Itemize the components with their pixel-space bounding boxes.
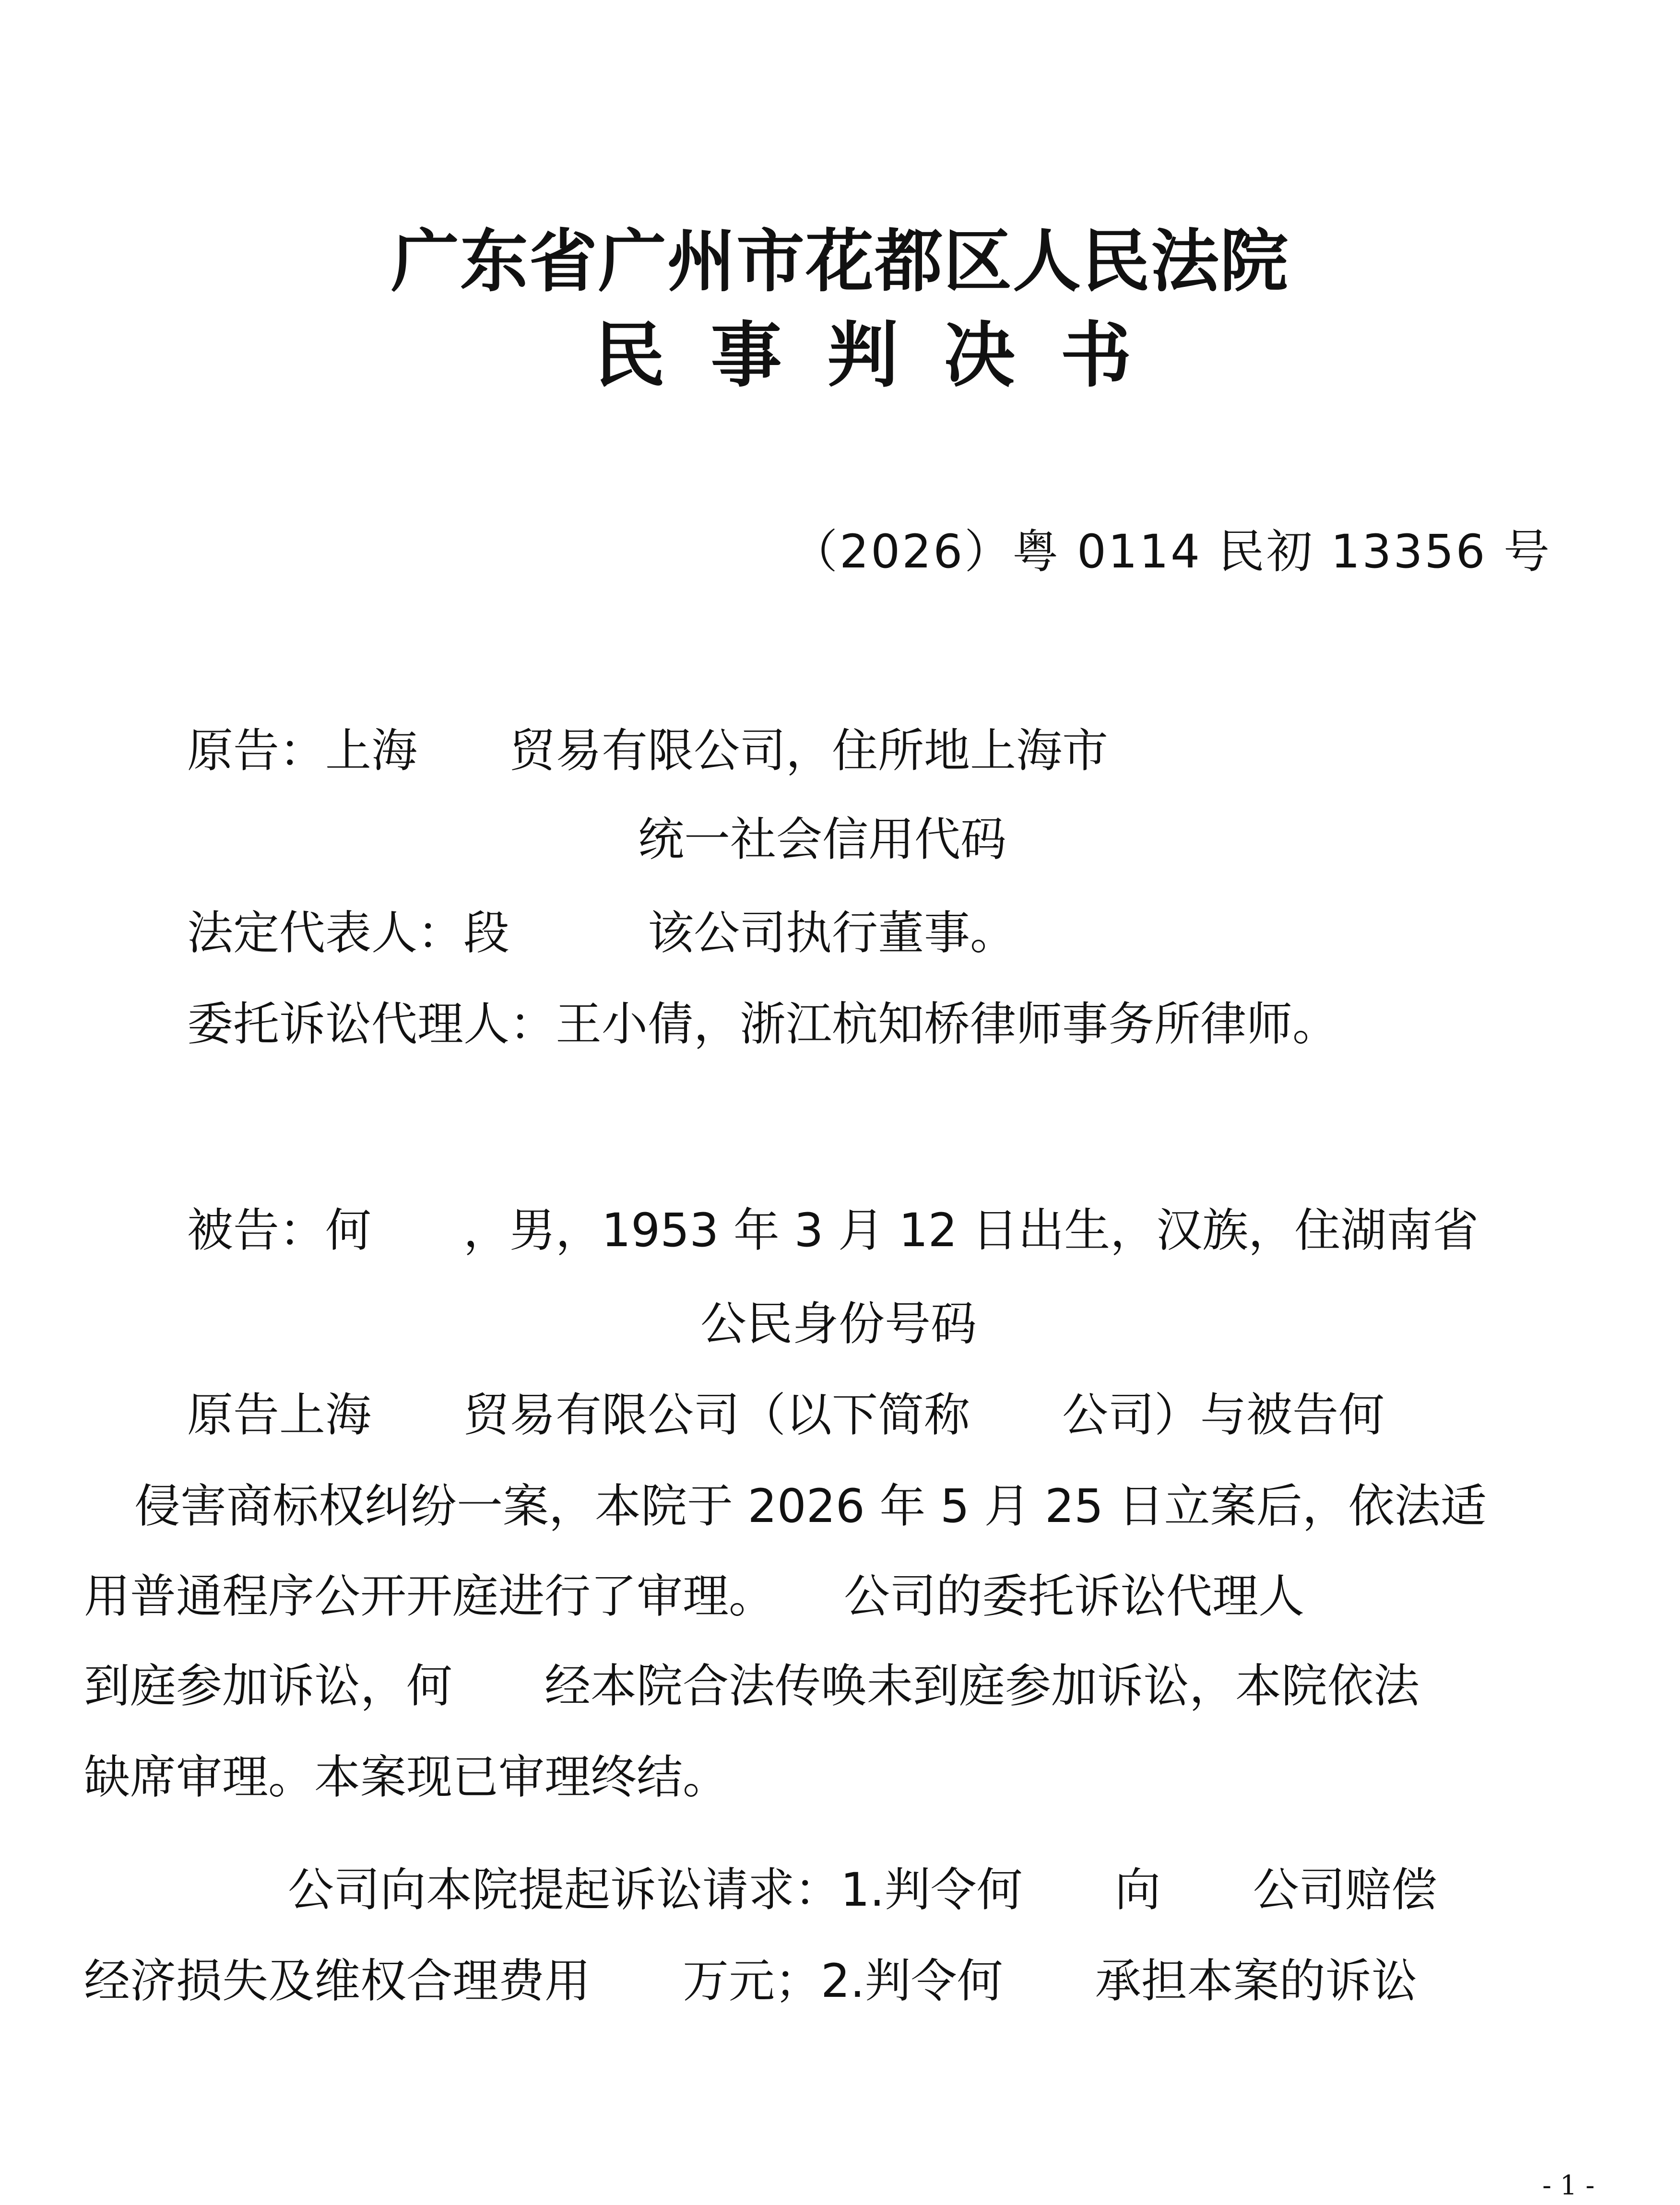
case-number: （2026）粤 0114 民初 13356 号 xyxy=(792,525,1552,578)
paragraph-line: 公司向本院提起诉讼请求：1.判令何 向 公司赔偿 xyxy=(288,1863,1437,1917)
paragraph-line: 侵害商标权纠纷一案，本院于 2026 年 5 月 25 日立案后，依法适 xyxy=(134,1479,1487,1533)
paragraph-line: 缺席审理。本案现已审理终结。 xyxy=(84,1750,729,1804)
page-number: - 1 - xyxy=(1542,2170,1595,2201)
defendant-id-label: 公民身份号码 xyxy=(700,1297,977,1351)
legal-representative-line: 法定代表人：段 该公司执行董事。 xyxy=(187,906,1016,960)
paragraph-line: 经济损失及维权合理费用 万元；2.判令何 承担本案的诉讼 xyxy=(84,1954,1418,2008)
plaintiff-credit-code-label: 统一社会信用代码 xyxy=(638,813,1006,866)
plaintiff-line: 原告：上海 贸易有限公司，住所地上海市 xyxy=(187,724,1108,778)
court-name: 广东省广州市花都区人民法院 xyxy=(391,222,1289,301)
paragraph-line: 到庭参加诉讼，何 经本院合法传唤未到庭参加诉讼，本院依法 xyxy=(84,1659,1420,1713)
agent-line: 委托诉讼代理人：王小倩，浙江杭知桥律师事务所律师。 xyxy=(187,997,1338,1051)
paragraph-line: 用普通程序公开开庭进行了审理。 公司的委托诉讼代理人 xyxy=(84,1569,1304,1623)
document-title: 民事判决书 xyxy=(594,313,1177,397)
defendant-line: 被告：何 ，男，1953 年 3 月 12 日出生，汉族，住湖南省 xyxy=(187,1203,1479,1257)
paragraph-line: 原告上海 贸易有限公司（以下简称 公司）与被告何 xyxy=(187,1388,1384,1442)
